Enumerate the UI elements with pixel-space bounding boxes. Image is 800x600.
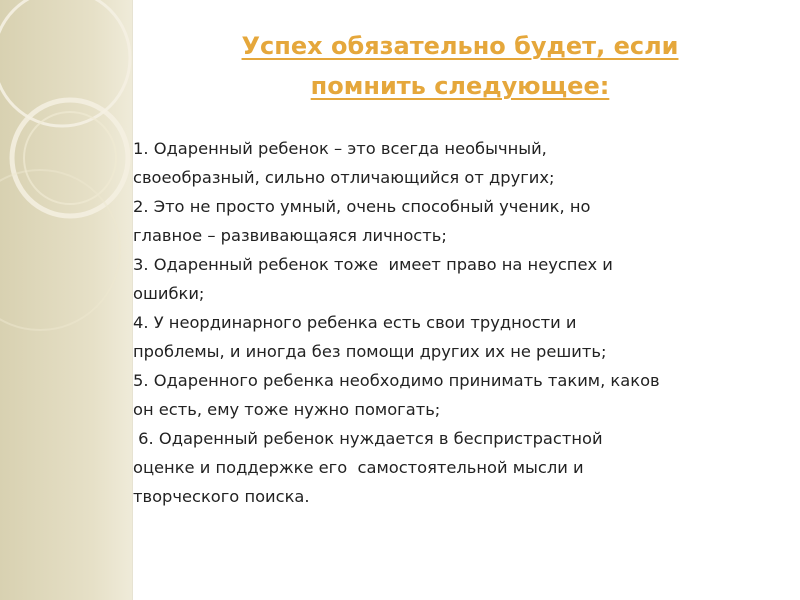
slide-body <box>133 134 783 511</box>
title-line-2: помнить следующее: <box>310 72 610 100</box>
slide-title <box>150 26 770 106</box>
body-line: 1. Одаренный ребенок – это всегда необычный, <box>133 139 547 158</box>
body-line: 3. Одаренный ребенок тоже имеет право на неуспех и <box>133 255 613 274</box>
body-line: творческого поиска. <box>133 487 310 506</box>
body-line: своеобразный, сильно отличающийся от других; <box>133 168 555 187</box>
body-line: он есть, ему тоже нужно помогать; <box>133 400 441 419</box>
body-line: 5. Одаренного ребенка необходимо принимать таким, каков <box>133 371 660 390</box>
body-line: оценке и поддержке его самостоятельной мысли и <box>133 458 584 477</box>
body-line: ошибки; <box>133 284 205 303</box>
body-line: главное – развивающаяся личность; <box>133 226 447 245</box>
decorative-rings-icon <box>0 0 132 600</box>
body-line: 6. Одаренный ребенок нуждается в беспристрастной <box>133 429 603 448</box>
body-line: 2. Это не просто умный, очень способный ученик, но <box>133 197 591 216</box>
body-line: 4. У неординарного ребенка есть свои трудности и <box>133 313 577 332</box>
title-line-1: Успех обязательно будет, если <box>241 32 679 60</box>
decorative-side-band <box>0 0 132 600</box>
body-line: проблемы, и иногда без помощи других их не решить; <box>133 342 607 361</box>
